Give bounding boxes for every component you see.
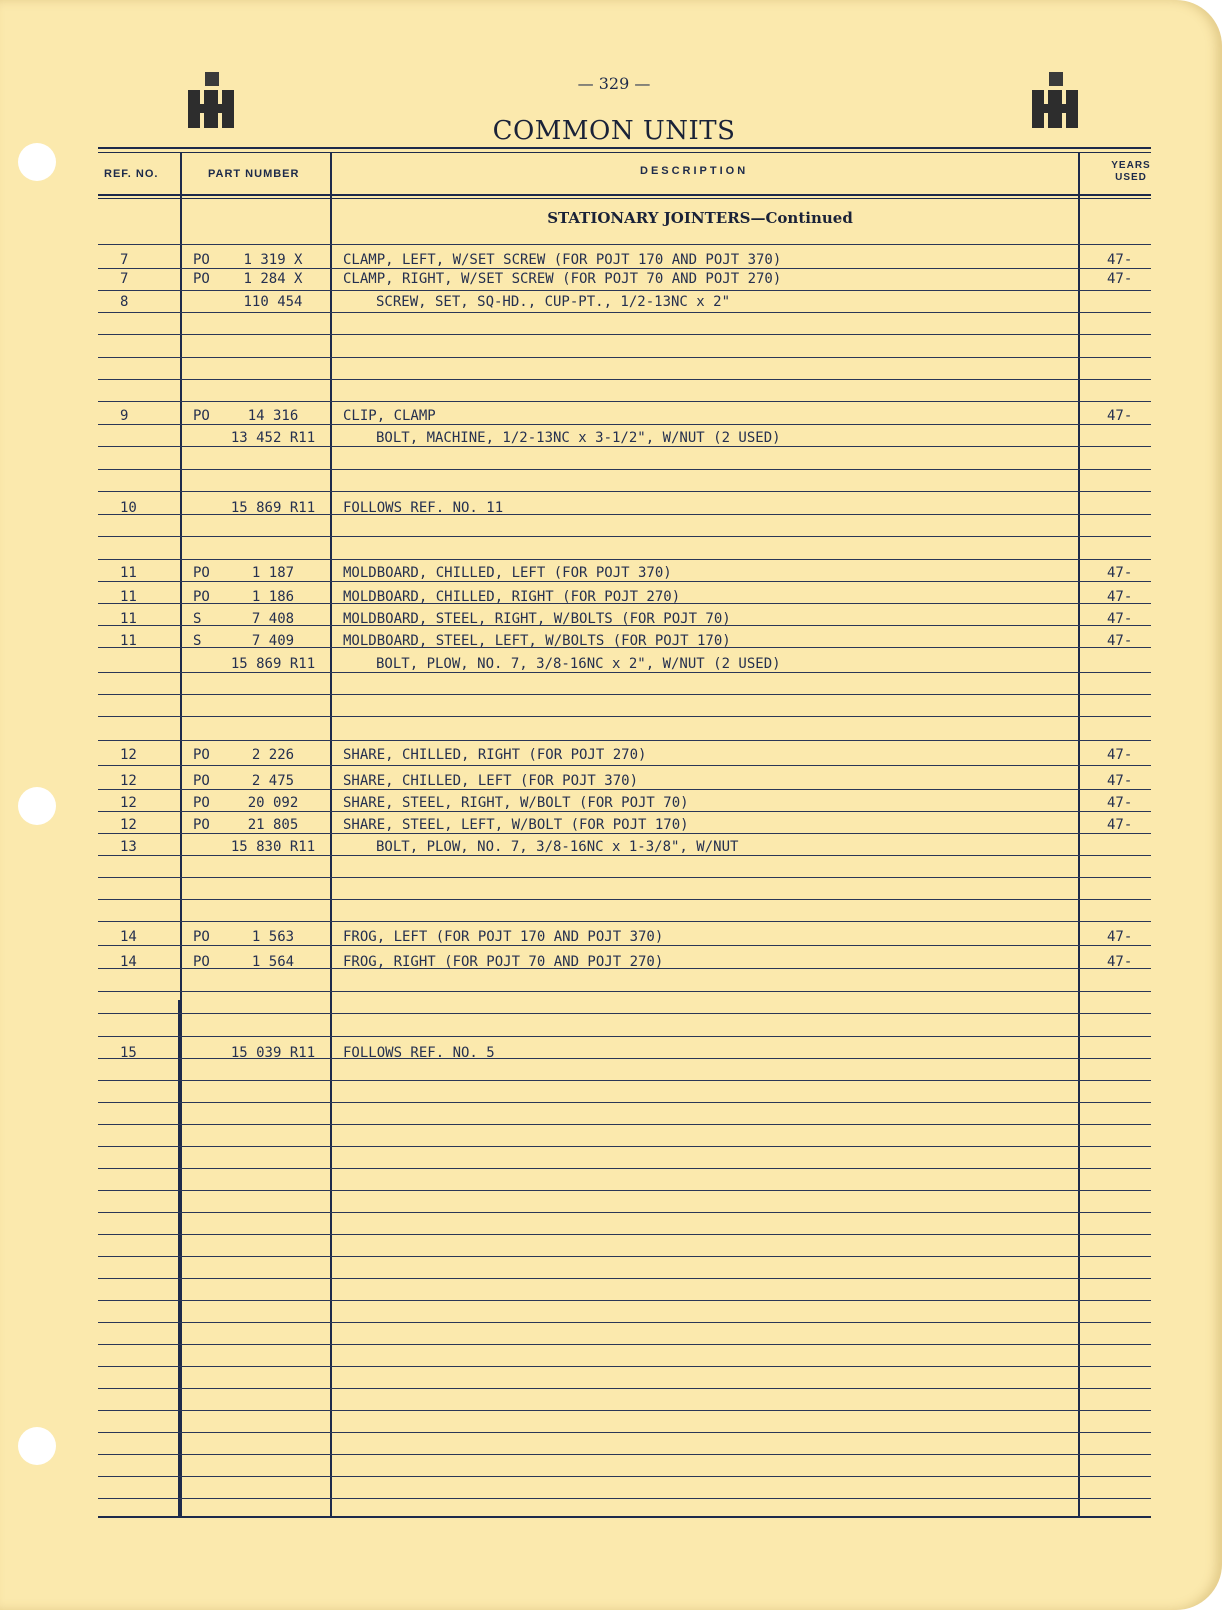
ruled-line: [98, 1388, 1151, 1389]
description: SCREW, SET, SQ-HD., CUP-PT., 1/2-13NC x 2": [376, 294, 731, 310]
ruled-line: [98, 1013, 1151, 1014]
ref-no: 14: [120, 954, 137, 970]
part-number: 1 563: [251, 929, 295, 945]
binder-hole: [18, 1427, 56, 1465]
ruled-line: [98, 1278, 1151, 1279]
page-title: COMMON UNITS: [492, 116, 736, 146]
description: FOLLOWS REF. NO. 11: [343, 500, 504, 516]
ruled-line: [98, 469, 1151, 470]
part-number: 2 226: [251, 747, 295, 763]
ruled-line: [98, 357, 1151, 358]
part-number: 2 475: [251, 773, 295, 789]
ruled-line: [98, 1234, 1151, 1235]
years-used: 47-: [1107, 589, 1133, 605]
description: MOLDBOARD, STEEL, RIGHT, W/BOLTS (FOR POJT 70): [343, 611, 731, 627]
table-row: [0, 271, 1228, 293]
years-used: 47-: [1107, 611, 1133, 627]
description: MOLDBOARD, STEEL, LEFT, W/BOLTS (FOR POJT 170): [343, 633, 731, 649]
ref-no: 11: [120, 565, 137, 581]
part-number: 14 316: [247, 408, 299, 424]
years-used: 47-: [1107, 252, 1133, 268]
ref-no: 14: [120, 929, 137, 945]
part-number: 15 869 R11: [230, 500, 316, 516]
ruled-line: [98, 334, 1151, 335]
ruled-line: [98, 921, 1151, 922]
description: CLAMP, LEFT, W/SET SCREW (FOR POJT 170 AND POJT 370): [343, 252, 782, 268]
ref-no: 12: [120, 747, 137, 763]
description: FOLLOWS REF. NO. 5: [343, 1045, 495, 1061]
years-used: 47-: [1107, 747, 1133, 763]
part-prefix: PO: [193, 817, 210, 833]
ref-no: 11: [120, 633, 137, 649]
part-number: 15 830 R11: [230, 839, 316, 855]
table-row: [0, 408, 1228, 430]
ruled-line: [98, 401, 1151, 402]
part-prefix: PO: [193, 565, 210, 581]
col-header-ref: REF. NO.: [104, 168, 159, 180]
part-number: 15 869 R11: [230, 656, 316, 672]
table-row: [0, 773, 1228, 795]
ruled-line: [98, 1256, 1151, 1257]
table-bottom-rule: [98, 1516, 1151, 1518]
ref-no: 12: [120, 795, 137, 811]
description: SHARE, STEEL, RIGHT, W/BOLT (FOR POJT 70): [343, 795, 689, 811]
ruled-line: [98, 1190, 1151, 1191]
ruled-line: [98, 1212, 1151, 1213]
ref-no: 7: [120, 252, 129, 268]
ruled-line: [98, 536, 1151, 537]
header-top-rule: [98, 147, 1151, 149]
part-number: 110 454: [243, 294, 303, 310]
ref-no: 12: [120, 817, 137, 833]
ruled-line: [98, 1476, 1151, 1477]
part-number: 7 409: [251, 633, 295, 649]
table-row: [0, 633, 1228, 655]
table-row: [0, 795, 1228, 817]
table-row: [0, 611, 1228, 633]
years-used: 47-: [1107, 817, 1133, 833]
ruled-line: [98, 379, 1151, 380]
years-used: 47-: [1107, 795, 1133, 811]
description: FROG, LEFT (FOR POJT 170 AND POJT 370): [343, 929, 664, 945]
description: FROG, RIGHT (FOR POJT 70 AND POJT 270): [343, 954, 664, 970]
header-top-rule-thin: [98, 152, 1151, 153]
ruled-line: [98, 1300, 1151, 1301]
ruled-line: [98, 694, 1151, 695]
col-header-part: PART NUMBER: [208, 168, 300, 180]
column-divider: [178, 1000, 180, 1516]
part-number: 20 092: [247, 795, 299, 811]
table-row: [0, 1045, 1228, 1067]
years-used: 47-: [1107, 929, 1133, 945]
ref-no: 11: [120, 611, 137, 627]
ref-no: 9: [120, 408, 129, 424]
description: BOLT, PLOW, NO. 7, 3/8-16NC x 1-3/8", W/NUT: [376, 839, 739, 855]
part-prefix: PO: [193, 747, 210, 763]
part-number: 7 408: [251, 611, 295, 627]
ruled-line: [98, 1124, 1151, 1125]
ref-no: 12: [120, 773, 137, 789]
table-row: [0, 747, 1228, 769]
table-row: [0, 839, 1228, 861]
part-number: 1 284 X: [243, 271, 303, 287]
ruled-line: [98, 716, 1151, 717]
description: SHARE, STEEL, LEFT, W/BOLT (FOR POJT 170): [343, 817, 689, 833]
part-prefix: PO: [193, 271, 210, 287]
years-used: 47-: [1107, 954, 1133, 970]
part-prefix: PO: [193, 408, 210, 424]
part-prefix: S: [193, 633, 202, 649]
ref-no: 11: [120, 589, 137, 605]
part-prefix: PO: [193, 929, 210, 945]
ruled-line: [98, 244, 1151, 245]
section-title: STATIONARY JOINTERS—Continued: [547, 209, 853, 227]
ruled-line: [98, 1036, 1151, 1037]
table-row: [0, 954, 1228, 976]
ref-no: 13: [120, 839, 137, 855]
description: CLAMP, RIGHT, W/SET SCREW (FOR POJT 70 AND POJT 270): [343, 271, 782, 287]
description: SHARE, CHILLED, LEFT (FOR POJT 370): [343, 773, 639, 789]
part-prefix: S: [193, 611, 202, 627]
header-bottom-rule-thin: [98, 198, 1151, 199]
table-row: [0, 565, 1228, 587]
ruled-line: [98, 991, 1151, 992]
col-header-years: YEARS USED: [1111, 160, 1151, 183]
part-prefix: PO: [193, 773, 210, 789]
ruled-line: [98, 1102, 1151, 1103]
part-number: 13 452 R11: [230, 430, 316, 446]
table-row: [0, 589, 1228, 611]
ruled-line: [98, 559, 1151, 560]
part-prefix: PO: [193, 252, 210, 268]
description: BOLT, PLOW, NO. 7, 3/8-16NC x 2", W/NUT (2 USED): [376, 656, 781, 672]
years-used: 47-: [1107, 633, 1133, 649]
ruled-line: [98, 740, 1151, 741]
col-header-description: DESCRIPTION: [640, 165, 749, 177]
part-number: 1 186: [251, 589, 295, 605]
description: CLIP, CLAMP: [343, 408, 436, 424]
ruled-line: [98, 877, 1151, 878]
table-row: [0, 817, 1228, 839]
ruled-line: [98, 1322, 1151, 1323]
years-used: 47-: [1107, 408, 1133, 424]
ruled-line: [98, 1146, 1151, 1147]
part-number: 1 564: [251, 954, 295, 970]
header-bottom-rule: [98, 194, 1151, 196]
part-number: 21 805: [247, 817, 299, 833]
ruled-line: [98, 1454, 1151, 1455]
ruled-line: [98, 1168, 1151, 1169]
table-row: [0, 929, 1228, 951]
ref-no: 7: [120, 271, 129, 287]
part-prefix: PO: [193, 795, 210, 811]
ruled-line: [98, 1432, 1151, 1433]
table-row: [0, 430, 1228, 452]
page-number: — 329 —: [577, 74, 651, 93]
ruled-line: [98, 1080, 1151, 1081]
description: MOLDBOARD, CHILLED, RIGHT (FOR POJT 270): [343, 589, 681, 605]
years-used: 47-: [1107, 773, 1133, 789]
table-row: [0, 656, 1228, 678]
ruled-line: [98, 491, 1151, 492]
ref-no: 10: [120, 500, 137, 516]
ref-no: 15: [120, 1045, 137, 1061]
ruled-line: [98, 1410, 1151, 1411]
description: BOLT, MACHINE, 1/2-13NC x 3-1/2", W/NUT (2 USED): [376, 430, 781, 446]
part-prefix: PO: [193, 589, 210, 605]
years-used: 47-: [1107, 565, 1133, 581]
description: SHARE, CHILLED, RIGHT (FOR POJT 270): [343, 747, 647, 763]
ruled-line: [98, 1498, 1151, 1499]
ruled-line: [98, 1366, 1151, 1367]
ruled-line: [98, 1344, 1151, 1345]
years-used: 47-: [1107, 271, 1133, 287]
binder-hole: [18, 143, 56, 181]
ref-no: 8: [120, 294, 129, 310]
table-row: [0, 294, 1228, 316]
part-number: 15 039 R11: [230, 1045, 316, 1061]
description: MOLDBOARD, CHILLED, LEFT (FOR POJT 370): [343, 565, 672, 581]
part-number: 1 319 X: [243, 252, 303, 268]
ruled-line: [98, 899, 1151, 900]
part-number: 1 187: [251, 565, 295, 581]
part-prefix: PO: [193, 954, 210, 970]
table-row: [0, 500, 1228, 522]
